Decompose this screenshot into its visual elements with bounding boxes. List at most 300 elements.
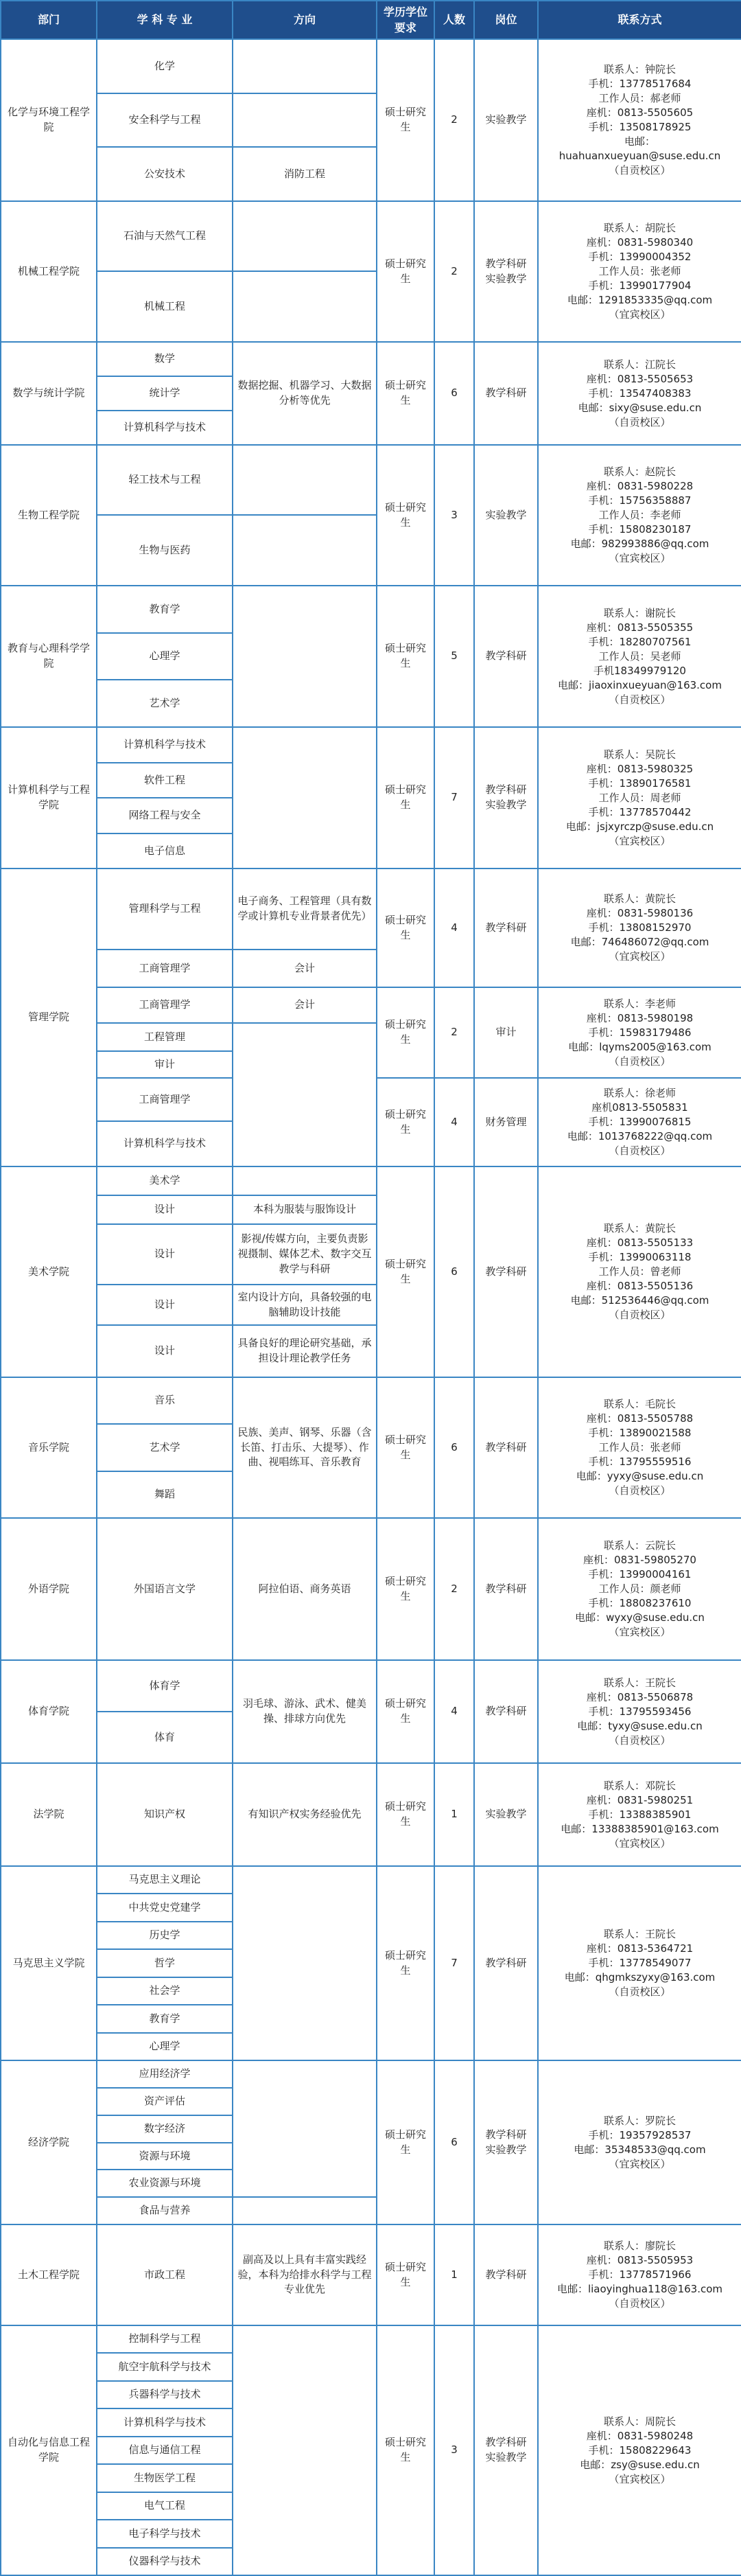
major-cell [96, 1120, 233, 1167]
contact-line: （自贡校区） [609, 415, 671, 428]
contact-line: （自贡校区） [609, 164, 671, 176]
contact-line: 联系人：李老师 [603, 997, 676, 1010]
cell-text: 羽毛球、游泳、武术、健美操、排球方向优先 [242, 1697, 366, 1725]
contact-line: 座机0813-5505831 [591, 1101, 688, 1114]
degree-requirement [376, 868, 435, 988]
headcount [434, 1762, 475, 1867]
major-cell [96, 38, 233, 94]
cell-text: 教学科研 [485, 1265, 527, 1278]
major-cell [96, 2169, 233, 2198]
contact-line: 联系人：廖院长 [603, 2240, 676, 2252]
department-name [0, 868, 97, 1167]
contact-line: 电邮：13388385901@163.com [561, 1822, 719, 1835]
direction-cell [232, 2325, 377, 2576]
major-cell [96, 1948, 233, 1978]
cell-text: 硕士研究生 [384, 2436, 426, 2463]
contact-line: 手机：13990177904 [588, 279, 692, 292]
contact-line: 电邮：sixy@suse.edu.cn [578, 401, 702, 414]
contact-line: 手机：13778571966 [588, 2268, 692, 2281]
direction-cell [232, 444, 377, 516]
contact-line: 电邮：982993886@qq.com [570, 538, 709, 550]
headcount [434, 2060, 475, 2225]
cell-text: 生物医学工程 [133, 2471, 196, 2484]
cell-text: 软件工程 [143, 773, 185, 786]
contact-line: 座机：0813-5505133 [586, 1237, 694, 1249]
major-cell [96, 1471, 233, 1519]
direction-cell [232, 341, 377, 446]
contact-line: 手机：13778570442 [588, 805, 692, 818]
cell-text: 4 [451, 1115, 458, 1128]
contact-line: 联系人：毛院长 [603, 1398, 676, 1410]
cell-text: 联系方式 [618, 13, 662, 27]
cell-text: 音乐 [154, 1394, 175, 1407]
contact-line: 工作人员：郝老师 [598, 92, 681, 104]
headcount [434, 1659, 475, 1764]
cell-text: 方向 [293, 13, 316, 27]
major-cell [96, 2408, 233, 2437]
headcount [434, 444, 475, 586]
contact-line: （自贡校区） [609, 1986, 671, 1998]
contact-lines [566, 748, 714, 849]
cell-text: 轻工技术与工程 [128, 473, 201, 486]
direction-cell [232, 1166, 377, 1196]
major-cell [96, 1921, 233, 1950]
cell-text: 4 [451, 1705, 458, 1718]
cell-text: 硕士研究生 [384, 642, 426, 669]
contact-line: 手机：15983179486 [588, 1026, 692, 1039]
cell-text: 外语学院 [27, 1582, 69, 1595]
contact-line: 手机18349979120 [593, 664, 686, 677]
cell-text: 知识产权 [143, 1808, 185, 1821]
major-cell [96, 2060, 233, 2089]
contact-lines [574, 2114, 705, 2172]
contact-line: （宜宾校区） [609, 1837, 671, 1850]
contact-line: 手机：13778517684 [588, 78, 692, 90]
contact-line: 座机：0831-5980248 [586, 2429, 694, 2442]
direction-cell [232, 2224, 377, 2326]
contact-line: 联系人：徐老师 [603, 1087, 676, 1099]
position-type [473, 1077, 539, 1167]
contact-info [537, 1377, 741, 1519]
cell-text: 6 [451, 1265, 458, 1278]
contact-line: 联系人：胡院长 [603, 222, 676, 234]
cell-text: 公安技术 [143, 167, 185, 180]
contact-info [537, 1659, 741, 1764]
cell-text: 6 [451, 387, 458, 400]
cell-text: 美术学 [149, 1174, 180, 1187]
degree-requirement [376, 1077, 435, 1167]
major-cell [96, 2519, 233, 2549]
major-cell [96, 410, 233, 446]
major-cell [96, 2380, 233, 2409]
cell-text: 生物与医药 [139, 543, 191, 556]
contact-line: 电邮：jsjxyrczp@suse.edu.cn [565, 820, 714, 833]
cell-text: 艺术学 [149, 1440, 180, 1453]
contact-line: 工作人员：颜老师 [598, 1583, 681, 1595]
degree-requirement [376, 1166, 435, 1378]
contact-line: 手机：15808230187 [588, 523, 692, 536]
cell-text: 教学科研 [485, 649, 527, 663]
major-cell [96, 585, 233, 634]
contact-lines [567, 1086, 712, 1158]
contact-info [537, 1517, 741, 1661]
direction-cell [232, 146, 377, 202]
cell-text: 化学与环境工程学院 [7, 106, 90, 133]
headcount [434, 1166, 475, 1378]
cell-text: 硕士研究生 [384, 1697, 426, 1725]
cell-text: 管理学院 [27, 1011, 69, 1024]
cell-text: 3 [451, 2443, 458, 2457]
department-name [0, 585, 97, 728]
major-cell [96, 271, 233, 343]
major-cell [96, 1977, 233, 2005]
degree-requirement [376, 987, 435, 1079]
contact-line: 电邮：1291853335@qq.com [567, 294, 713, 306]
position-type [473, 868, 539, 988]
direction-cell [232, 1762, 377, 1867]
cell-text: 数字经济 [143, 2122, 185, 2135]
contact-line: huahuanxueyuan@suse.edu.cn [558, 150, 721, 162]
contact-line: （自贡校区） [609, 1484, 671, 1497]
headcount [434, 1077, 475, 1167]
contact-lines [557, 2239, 722, 2311]
department-name [0, 1166, 97, 1378]
cell-text: 学 科 专 业 [137, 13, 193, 27]
header-cell [434, 0, 475, 40]
major-cell [96, 833, 233, 869]
contact-line: （自贡校区） [609, 1734, 671, 1747]
contact-lines [571, 1221, 709, 1322]
cell-text: 工程管理 [143, 1030, 185, 1043]
major-cell [96, 1050, 233, 1079]
major-cell [96, 1762, 233, 1867]
contact-line: 联系人：云院长 [603, 1539, 676, 1552]
degree-requirement [376, 38, 435, 202]
headcount [434, 1377, 475, 1519]
direction-cell [232, 1865, 377, 2061]
direction-cell [232, 1022, 377, 1167]
cell-text: 教学科研 实验教学 [485, 2128, 527, 2156]
cell-text: 设计 [154, 1344, 175, 1357]
cell-text: 计算机科学与技术 [123, 738, 206, 751]
contact-line: 手机：13547408383 [588, 387, 692, 400]
cell-text: 4 [451, 921, 458, 934]
department-name [0, 444, 97, 586]
contact-line: 座机：0813-5505355 [586, 621, 694, 634]
department-name [0, 1517, 97, 1661]
cell-text: 硕士研究生 [384, 1574, 426, 1602]
major-cell [96, 2436, 233, 2465]
position-type [473, 38, 539, 202]
major-cell [96, 1077, 233, 1122]
cell-text: 硕士研究生 [384, 1107, 426, 1136]
department-name [0, 1762, 97, 1867]
contact-line: 座机：0831-5980228 [586, 480, 694, 492]
contact-info [537, 444, 741, 586]
department-name [0, 1659, 97, 1764]
contact-line: （宜宾校区） [609, 834, 671, 847]
department-name [0, 38, 97, 202]
cell-text: 1 [451, 2268, 458, 2281]
major-cell [96, 987, 233, 1024]
direction-cell [232, 200, 377, 272]
contact-line: 手机：13808152970 [588, 921, 692, 934]
cell-text: 教学科研 实验教学 [485, 2436, 527, 2463]
cell-text: 硕士研究生 [384, 783, 426, 811]
cell-text: 有知识产权实务经验优先 [248, 1808, 362, 1821]
cell-text: 经济学院 [27, 2135, 69, 2148]
degree-requirement [376, 585, 435, 728]
contact-lines [568, 997, 711, 1069]
cell-text: 化学 [154, 59, 175, 72]
cell-text: 硕士研究生 [384, 1800, 426, 1828]
contact-info [537, 38, 741, 202]
cell-text: 数据挖掘、机器学习、大数据分析等优先 [237, 379, 372, 406]
contact-line: 联系人：邓院长 [603, 1779, 676, 1792]
contact-line: 电邮：746486072@qq.com [570, 936, 709, 948]
cell-text: 体育学院 [27, 1705, 69, 1718]
cell-text: 6 [451, 1440, 458, 1453]
direction-cell [232, 2060, 377, 2198]
cell-text: 石油与天然气工程 [123, 229, 206, 242]
major-cell [96, 679, 233, 728]
cell-text: 兵器科学与技术 [128, 2388, 201, 2401]
cell-text: 生物工程学院 [17, 508, 80, 521]
contact-line: （宜宾校区） [609, 950, 671, 963]
cell-text: 教学科研 [485, 1956, 527, 1969]
cell-text: 外国语言文学 [133, 1582, 196, 1595]
cell-text: 审计 [154, 1057, 175, 1070]
department-name [0, 1865, 97, 2061]
contact-line: 手机：13990063118 [588, 1251, 692, 1263]
position-type [473, 2325, 539, 2576]
cell-text: 网络工程与安全 [128, 809, 201, 822]
contact-line: 座机：0813-5505605 [586, 106, 694, 119]
cell-text: 教育与心理科学学院 [7, 642, 90, 669]
headcount [434, 1865, 475, 2061]
contact-line: 座机：0813-5505953 [586, 2254, 694, 2266]
major-cell [96, 1377, 233, 1425]
contact-line: 联系人：黄院长 [603, 1222, 676, 1234]
headcount [434, 200, 475, 343]
cell-text: 硕士研究生 [384, 913, 426, 941]
major-cell [96, 2325, 233, 2354]
position-type [473, 200, 539, 343]
contact-line: 电邮：wyxy@suse.edu.cn [575, 1611, 705, 1624]
contact-line: 手机：13990076815 [588, 1116, 692, 1128]
cell-text: 农业资源与环境 [128, 2176, 201, 2189]
cell-text: 5 [451, 649, 458, 663]
contact-info [537, 1077, 741, 1167]
direction-cell [232, 726, 377, 869]
cell-text: 工商管理学 [139, 998, 191, 1011]
contact-line: 手机：13795559516 [588, 1456, 692, 1468]
headcount [434, 585, 475, 728]
contact-line: （自贡校区） [609, 1145, 671, 1157]
header-cell [96, 0, 233, 40]
contact-line: 联系人：赵院长 [603, 465, 676, 478]
department-name [0, 726, 97, 869]
contact-info [537, 585, 741, 728]
major-cell [96, 726, 233, 763]
cell-text: 艺术学 [149, 696, 180, 709]
position-type [473, 1517, 539, 1661]
contact-info [537, 200, 741, 343]
direction-cell [232, 271, 377, 343]
headcount [434, 726, 475, 869]
contact-line: 座机：0813-5506878 [586, 1690, 694, 1703]
cell-text: 控制科学与工程 [128, 2332, 201, 2345]
cell-text: 食品与营养 [139, 2204, 191, 2217]
cell-text: 马克思主义理论 [128, 1873, 201, 1886]
direction-cell [232, 2196, 377, 2225]
header-cell [376, 0, 435, 40]
major-cell [96, 1166, 233, 1196]
cell-text: 数学与统计学院 [12, 387, 85, 400]
major-cell [96, 2352, 233, 2382]
headcount [434, 2224, 475, 2326]
department-name [0, 2325, 97, 2576]
cell-text: 1 [451, 1808, 458, 1821]
cell-text: 仪器科学与技术 [128, 2555, 201, 2568]
contact-line: 联系人：罗院长 [603, 2114, 676, 2127]
contact-line: 座机：0831-59805270 [583, 1554, 696, 1566]
cell-text: 硕士研究生 [384, 501, 426, 529]
header-cell [232, 0, 377, 40]
major-cell [96, 514, 233, 586]
cell-text: 岗位 [495, 13, 517, 27]
contact-line: 座机：0831-5980251 [586, 1793, 694, 1806]
major-cell [96, 2224, 233, 2326]
cell-text: 民族、美声、钢琴、乐器（含长笛、打击乐、大提琴）、作曲、视唱练耳、音乐教育 [237, 1425, 372, 1469]
direction-cell [232, 585, 377, 728]
contact-line: 座机：0813-5980198 [586, 1011, 694, 1024]
contact-info [537, 987, 741, 1079]
contact-line: 手机：13890176581 [588, 777, 692, 790]
contact-line: 电邮： [624, 135, 655, 148]
contact-line: 电邮：liaoyinghua118@163.com [556, 2283, 723, 2295]
major-cell [96, 2142, 233, 2170]
cell-text: 设计 [154, 1298, 175, 1311]
direction-cell [232, 1324, 377, 1378]
contact-line: 联系人：王院长 [603, 1928, 676, 1940]
cell-text: 应用经济学 [139, 2067, 191, 2080]
degree-requirement [376, 1865, 435, 2061]
major-cell [96, 200, 233, 272]
contact-lines [575, 1539, 705, 1640]
cell-text: 管理科学与工程 [128, 902, 201, 915]
cell-text: 工商管理学 [139, 1092, 191, 1105]
cell-text: 3 [451, 508, 458, 521]
position-type [473, 1865, 539, 2061]
cell-text: 硕士研究生 [384, 106, 426, 133]
position-type [473, 726, 539, 869]
cell-text: 历史学 [149, 1929, 180, 1942]
degree-requirement [376, 341, 435, 446]
cell-text: 审计 [495, 1026, 517, 1039]
contact-line: （自贡校区） [609, 1055, 671, 1068]
cell-text: 教学科研 [485, 1440, 527, 1453]
cell-text: 教学科研 [485, 1582, 527, 1595]
cell-text: 硕士研究生 [384, 2260, 426, 2288]
contact-line: 电邮：yyxy@suse.edu.cn [576, 1470, 704, 1482]
cell-text: 自动化与信息工程学院 [7, 2436, 90, 2463]
cell-text: 2 [451, 1026, 458, 1039]
contact-info [537, 868, 741, 988]
contact-line: （宜宾校区） [609, 552, 671, 564]
cell-text: 心理学 [149, 2040, 180, 2053]
cell-text: 教学科研 [485, 1705, 527, 1718]
direction-cell [232, 1377, 377, 1519]
contact-line: 座机：0813-5505788 [586, 1412, 694, 1425]
cell-text: 教学科研 实验教学 [485, 783, 527, 811]
direction-cell [232, 38, 377, 94]
cell-text: 市政工程 [143, 2268, 185, 2281]
major-cell [96, 2115, 233, 2143]
contact-line: 手机：15808229643 [588, 2443, 692, 2457]
cell-text: 资源与环境 [139, 2149, 191, 2162]
cell-text: 航空宇航科学与技术 [118, 2360, 211, 2373]
position-type [473, 1659, 539, 1764]
cell-text: 财务管理 [485, 1115, 527, 1128]
major-cell [96, 1022, 233, 1052]
cell-text: 人数 [443, 13, 465, 27]
contact-line: （自贡校区） [609, 693, 671, 706]
contact-info [537, 1762, 741, 1867]
cell-text: 土木工程学院 [17, 2268, 80, 2281]
cell-text: 实验教学 [485, 1808, 527, 1821]
contact-info [537, 726, 741, 869]
cell-text: 计算机科学与工程学院 [7, 783, 90, 811]
direction-cell [232, 93, 377, 148]
cell-text: 信息与通信工程 [128, 2443, 201, 2457]
contact-line: （宜宾校区） [609, 308, 671, 321]
contact-line: 电邮：512536446@qq.com [570, 1294, 709, 1307]
major-cell [96, 1223, 233, 1285]
degree-requirement [376, 2325, 435, 2576]
contact-info [537, 1865, 741, 2061]
contact-line: （自贡校区） [609, 1309, 671, 1321]
department-name [0, 1377, 97, 1519]
contact-line: 手机：19357928537 [588, 2128, 692, 2141]
cell-text: 实验教学 [485, 508, 527, 521]
contact-line: 座机：0813-5980325 [586, 762, 694, 775]
contact-lines [571, 465, 709, 566]
contact-lines [561, 1779, 718, 1851]
cell-text: 教学科研 [485, 921, 527, 934]
contact-line: 工作人员：周老师 [598, 791, 681, 804]
contact-lines [578, 358, 702, 430]
position-type [473, 585, 539, 728]
cell-text: 学历学位要求 [383, 5, 427, 34]
major-cell [96, 1423, 233, 1472]
degree-requirement [376, 1517, 435, 1661]
contact-line: 联系人：钟院长 [603, 63, 676, 76]
cell-text: 设计 [154, 1203, 175, 1216]
cell-text: 心理学 [149, 649, 180, 663]
cell-text: 教学科研 [485, 387, 527, 400]
direction-cell [232, 1284, 377, 1326]
contact-line: 座机：0813-5364721 [586, 1942, 694, 1955]
headcount [434, 868, 475, 988]
position-type [473, 444, 539, 586]
header-cell [537, 0, 741, 40]
contact-line: 座机：0831-5980340 [586, 236, 694, 249]
cell-text: 计算机科学与技术 [123, 2415, 206, 2428]
major-cell [96, 2087, 233, 2116]
contact-line: 座机：0831-5980136 [586, 907, 694, 919]
major-cell [96, 1324, 233, 1378]
